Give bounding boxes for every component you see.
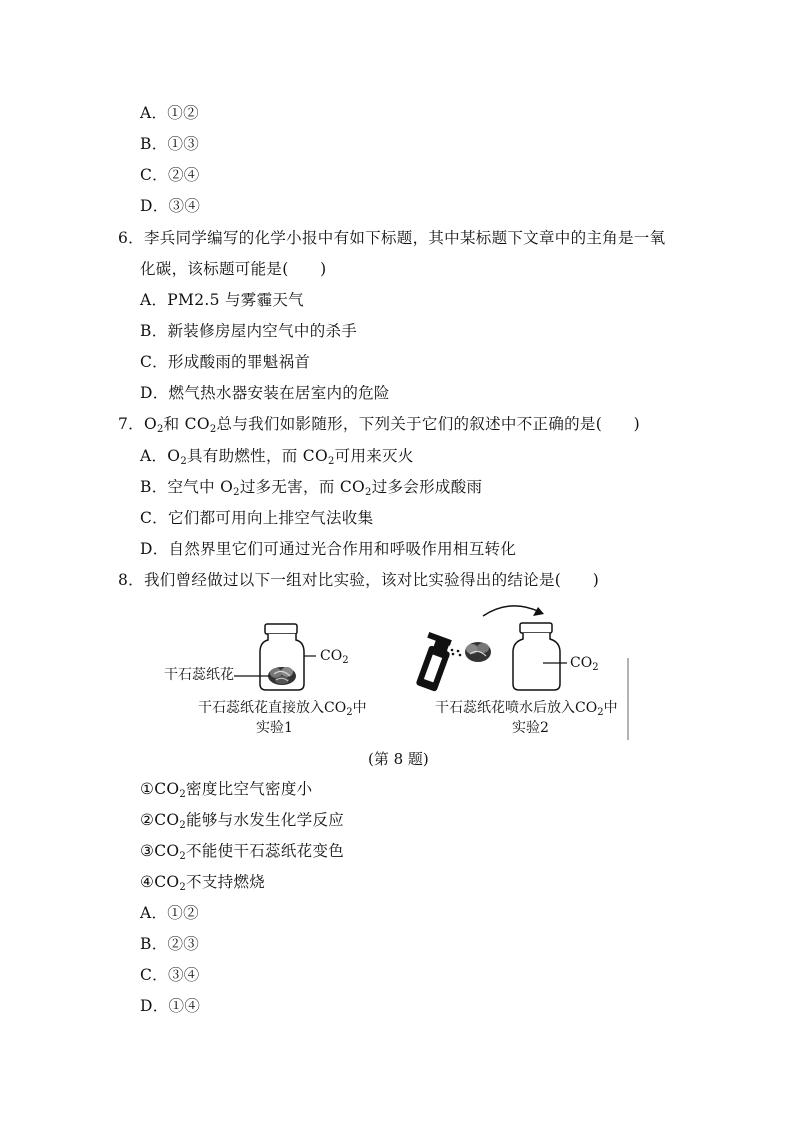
- experiment-2-label: 实验2: [512, 720, 549, 736]
- experiment-2-caption: 干石蕊纸花喷水后放入$CO_2$中: [435, 700, 618, 718]
- q6-option-b: B．新装修房屋内空气中的杀手: [140, 322, 358, 340]
- q7-stem: 7．$O_2$和 $CO_2$总与我们如影随形，下列关于它们的叙述中不正确的是( ): [118, 415, 641, 435]
- q6-stem-line2: 化碳，该标题可能是( ): [140, 260, 327, 278]
- q6-stem-line1: 6．李兵同学编写的化学小报中有如下标题，其中某标题下文章中的主角是一氧: [118, 229, 666, 247]
- gas-label-1: $CO_2$: [320, 648, 349, 666]
- q8-option-c: C．③④: [140, 966, 200, 984]
- experiment-1-label: 实验1: [256, 720, 293, 736]
- dry-flower-label: 干石蕊纸花: [164, 667, 234, 683]
- q5-option-d: D．③④: [140, 197, 201, 215]
- q5-option-a: A．①②: [140, 104, 199, 122]
- q7-number: 7．: [118, 415, 144, 433]
- q8-statement-2: $②CO_2$能够与水发生化学反应: [140, 811, 345, 831]
- q8-figure: [150, 596, 635, 744]
- q7-option-a: A．$O_2$具有助燃性，而 $CO_2$可用来灭火: [140, 447, 414, 467]
- experiment-1-caption: 干石蕊纸花直接放入$CO_2$中: [198, 700, 367, 718]
- q5-option-b: B．①③: [140, 135, 200, 153]
- q6-option-c: C．形成酸雨的罪魁祸首: [140, 353, 311, 371]
- q8-statement-3: $③CO_2$不能使干石蕊纸花变色: [140, 842, 345, 862]
- figure-caption: (第 8 题): [368, 750, 429, 768]
- q8-option-b: B．②③: [140, 935, 200, 953]
- q8-statement-4: $④CO_2$不支持燃烧: [140, 873, 266, 893]
- paper-flower-icon: [268, 667, 296, 685]
- q8-option-d: D．①④: [140, 997, 201, 1015]
- q6-option-d: D．燃气热水器安装在居室内的危险: [140, 384, 390, 402]
- jar-2-icon: [513, 623, 567, 690]
- q8-stem: 8．我们曾经做过以下一组对比实验，该对比实验得出的结论是( ): [118, 571, 600, 589]
- q7-option-c: C．它们都可用向上排空气法收集: [140, 509, 374, 527]
- q8-number: 8．: [118, 571, 144, 589]
- gas-label-2: $CO_2$: [570, 655, 599, 673]
- q5-option-c: C．②④: [140, 166, 200, 184]
- spray-bottle-icon: [411, 632, 461, 692]
- wet-flower-icon: [465, 642, 491, 662]
- q8-option-a: A．①②: [140, 904, 199, 922]
- transfer-arrow-icon: [483, 606, 544, 616]
- q7-option-b: B．空气中 $O_2$过多无害，而 $CO_2$过多会形成酸雨: [140, 478, 483, 498]
- q6-number: 6．: [118, 229, 144, 247]
- q8-statement-1: $①CO_2$密度比空气密度小: [140, 780, 313, 800]
- q7-option-d: D．自然界里它们可通过光合作用和呼吸作用相互转化: [140, 540, 517, 558]
- q6-option-a: A．PM2.5 与雾霾天气: [140, 291, 304, 309]
